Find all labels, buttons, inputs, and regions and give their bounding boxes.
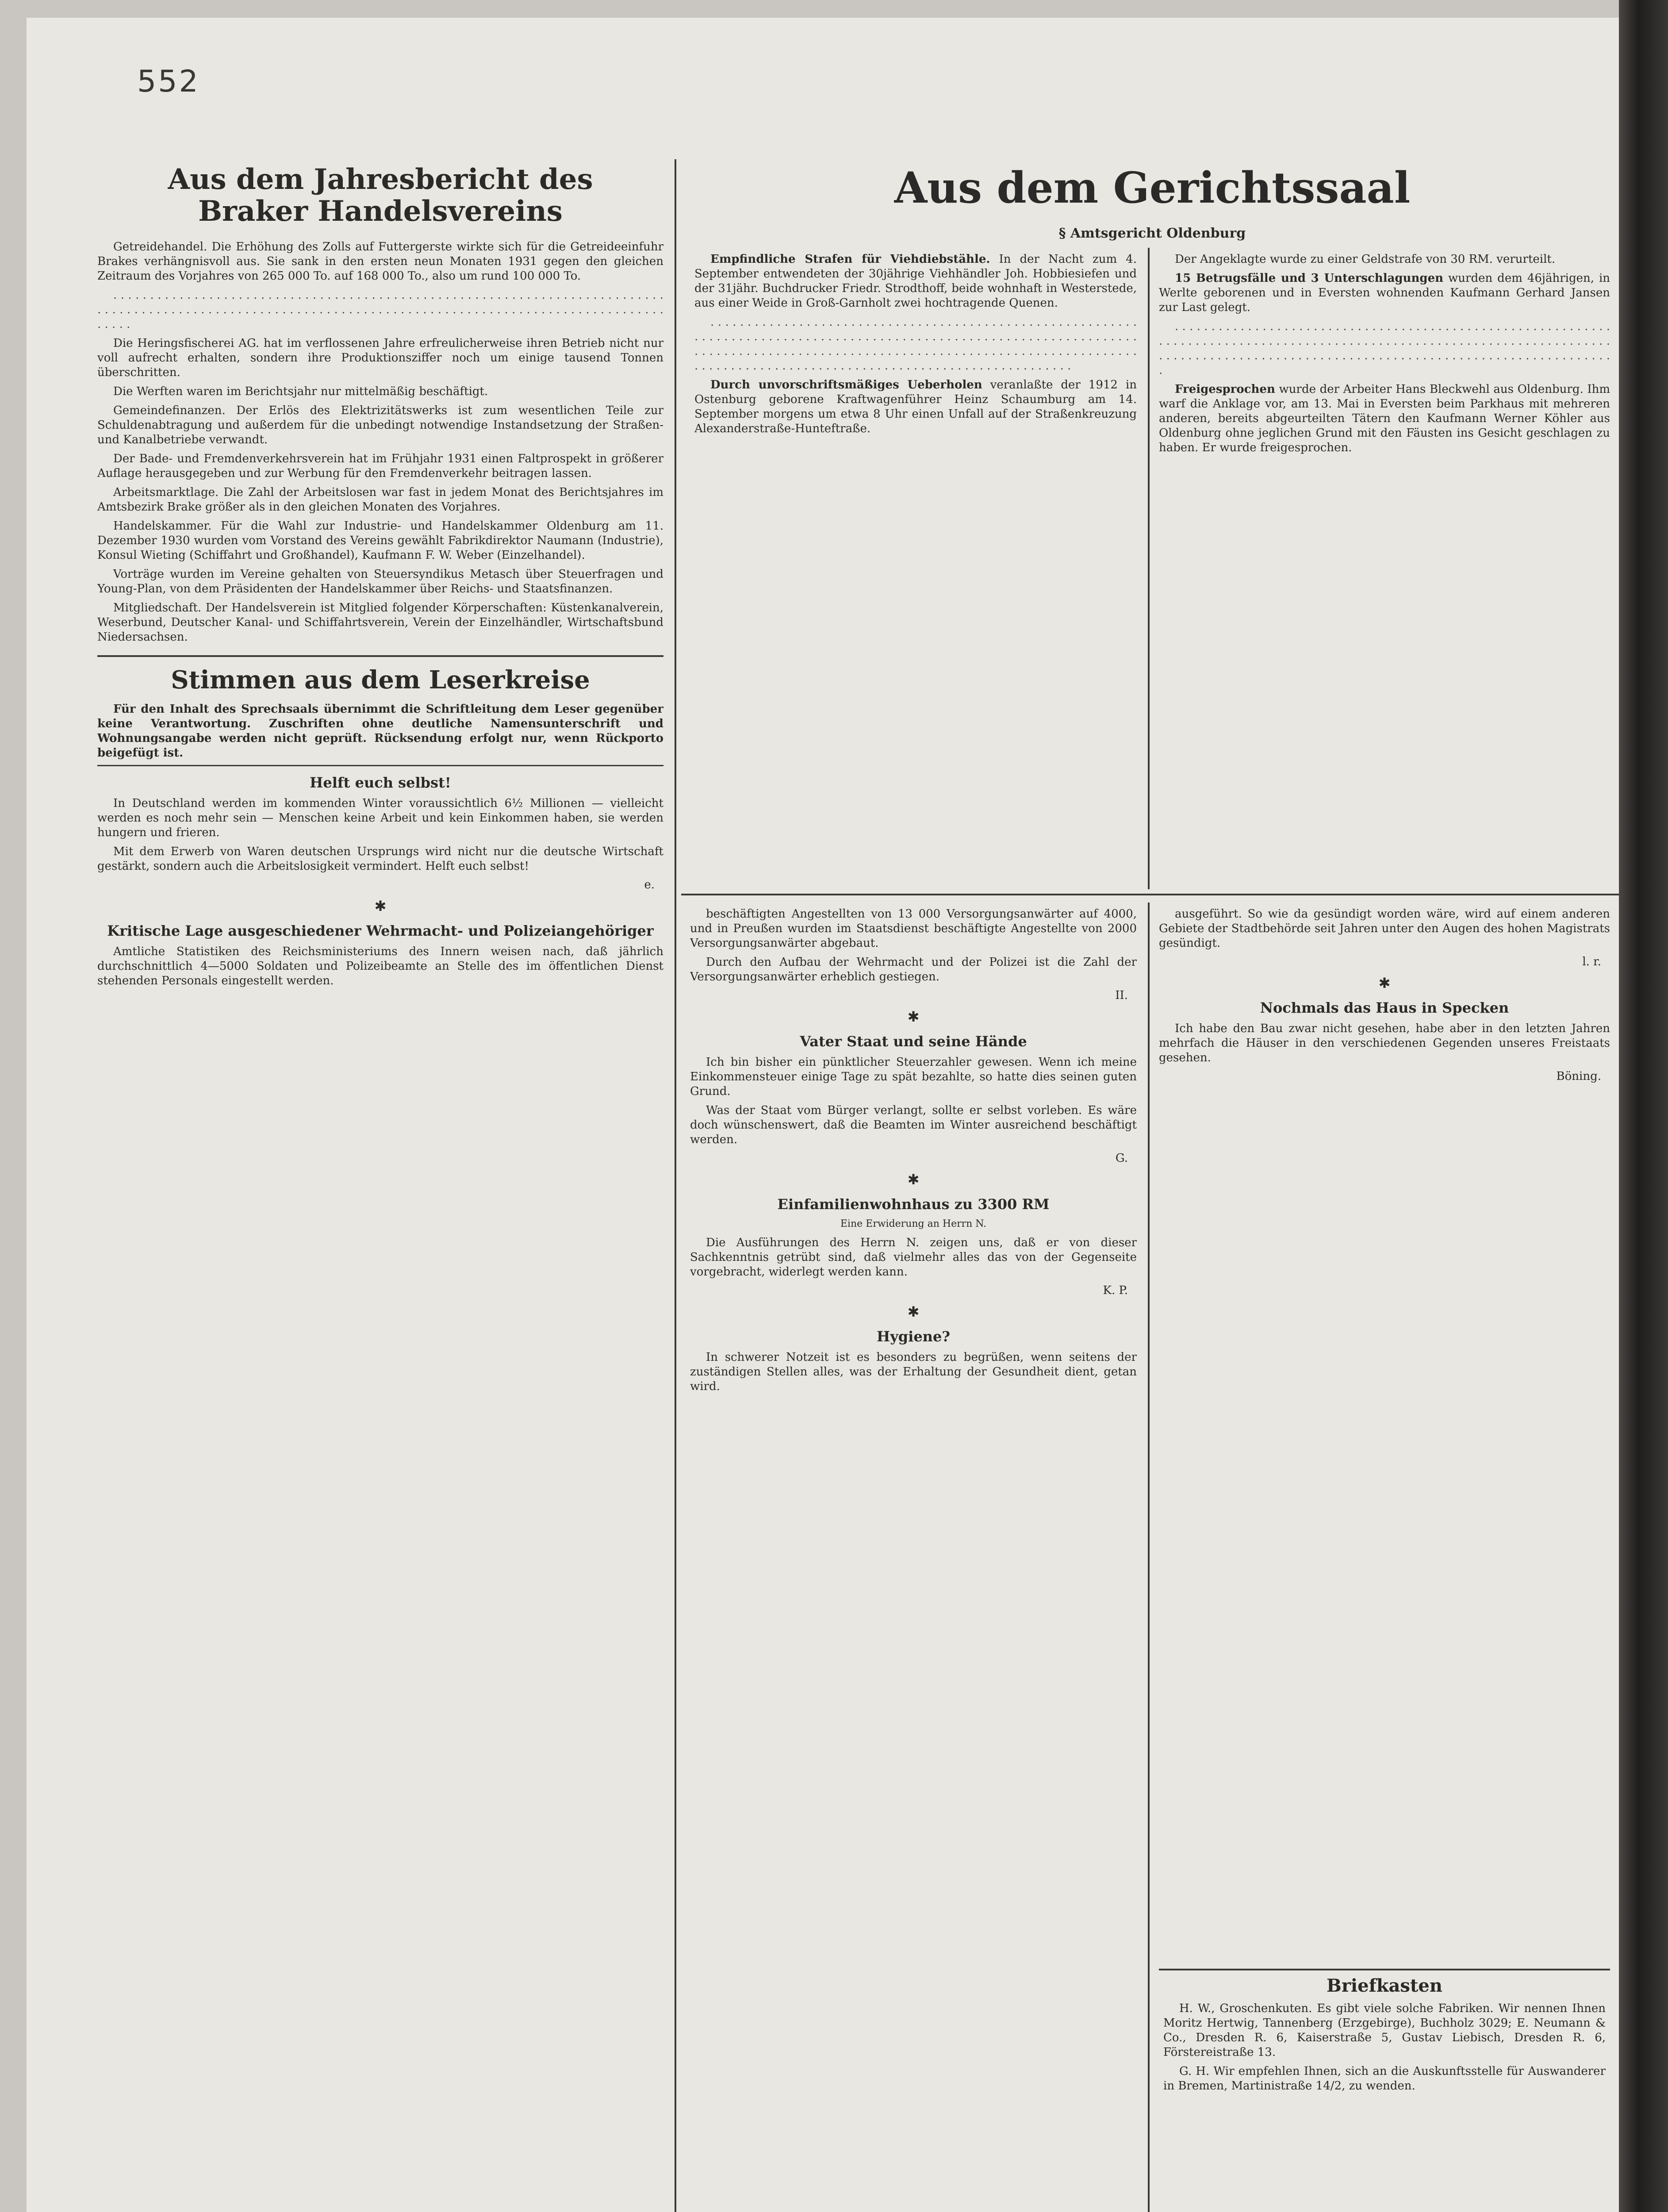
haus-title: Einfamilienwohnhaus zu 3300 RM xyxy=(777,1196,1050,1213)
letter2-body: Amtliche Statistiken des Reichsministeriums des Innern weisen nach, daß jährlich durchschnittlich 4—5000 Soldaten und Polizeibeamte an Stelle des im öffentlichen Dienst stehenden Personals eingestellt werden. xyxy=(97,945,663,987)
briefkasten-box xyxy=(1159,1969,1610,2212)
para-werften: Die Werften waren im Berichtsjahr nur mittelmäßig beschäftigt. xyxy=(113,385,488,398)
court-p4-text: wurden dem 46jährigen, in Werlte geborenen und in Eversten wohnenden Kaufmann Gerhard Jansen zur Last gelegt. xyxy=(1159,272,1610,314)
para-mitglied: Mitgliedschaft. Der Handelsverein ist Mitglied folgender Körperschaften: Küstenkanalverein, Weserbund, Deutscher Kanal- und Schiffahrtsverein, Verein der Einzelhändler, Wirtschaftsbund Niedersachsen. xyxy=(97,601,663,644)
left-divider xyxy=(97,655,663,657)
asterisk-icon: ✱ xyxy=(907,1171,920,1188)
court-p2 xyxy=(694,378,1137,436)
hygiene-body: In schwerer Notzeit ist es besonders zu begrüßen, wenn seitens der zuständigen Stellen alles, was der Erhaltung der Gesundheit dient, getan wird. xyxy=(690,1351,1137,1393)
court-p5-title: Freigesprochen xyxy=(1175,383,1275,396)
asterisk-icon: ✱ xyxy=(907,1303,920,1320)
middle-sign3: K. P. xyxy=(1103,1284,1128,1297)
court-bottom-rule xyxy=(681,894,1619,895)
braker-headline: Aus dem Jahresbericht des Braker Handelsvereins xyxy=(168,164,593,228)
court-name: § Amtsgericht Oldenburg xyxy=(1058,226,1246,241)
court-p2-text: veranlaßte der 1912 in Ostenburg geborene Kraftwagenführer Heinz Schaumburg am 14. September morgens um etwa 8 Uhr einen Unfall auf der Straßenkreuzung Alexanderstraße-Hunteftraße. xyxy=(694,378,1137,435)
column-rule-2 xyxy=(1148,248,1150,889)
court-p3: Der Angeklagte wurde zu einer Geldstrafe von 30 RM. verurteilt. xyxy=(1175,253,1556,266)
court-filler-1: . . . . . . . . . . . . . . . . . . . . . . . . . . . . . . . . . . . . . . . . . . . . . . . . . . . . . . . . . . . . . . . . . . . . . . . . . . . . . . . . . . . . . . . . . . . . . . . . . . . . . . . . . . . . . . . . . . . . . . . . . . . . . . . . . . . . . . . . . . . . . . . . . . . . . . . . . . . . . . . . . . . . . . . . . . . . . . . . . . . . . . . . . . . . . . . . . . . . . . . . . . . . . . . . . . . . . . . . . . . . . . . . . . . . . . xyxy=(694,315,1137,373)
middle-sign2: G. xyxy=(1115,1152,1128,1165)
newspaper-page xyxy=(27,18,1619,2212)
court-p4-title: 15 Betrugsfälle und 3 Unterschlagungen xyxy=(1175,272,1444,285)
asterisk-icon: ✱ xyxy=(374,898,387,914)
page-number: 552 xyxy=(137,64,200,99)
asterisk-icon: ✱ xyxy=(907,1008,920,1025)
staat-body: Ich bin bisher ein pünktlicher Steuerzahler gewesen. Wenn ich meine Einkommensteuer einige Tage zu spät bezahlte, so hatte dies seinen guten Grund. xyxy=(690,1056,1137,1098)
right-column xyxy=(1159,907,1610,1960)
haus-subtitle: Eine Erwiderung an Herrn N. xyxy=(840,1218,987,1229)
briefkasten-content xyxy=(1159,2001,1610,2098)
letter2-title: Kritische Lage ausgeschiedener Wehrmacht- und Polizeiangehöriger xyxy=(107,922,654,939)
para-arbeitsmarkt: Arbeitsmarktlage. Die Zahl der Arbeitslosen war fast in jedem Monat des Berichtsjahres im Amtsbezirk Brake größer als in den gleichen Monaten des Vorjahres. xyxy=(97,486,663,514)
column-rule-3 xyxy=(1148,902,1150,2212)
court-p5-text: wurde der Arbeiter Hans Bleckwehl aus Oldenburg. Ihm warf die Anklage vor, am 13. Mai in Eversten beim Parkhaus mit mehreren anderen, bereits abgeurteilten Tätern den Kaufmann Werner Köhler aus Oldenburg ohne jeglichen Grund mit den Fäusten ins Gesicht geschlagen zu haben. Er wurde freigesprochen. xyxy=(1159,383,1610,454)
middle-p1: beschäftigten Angestellten von 13 000 Versorgungsanwärter auf 4000, und in Preußen wurden im Staatsdienst beschäftigte Angestellte von 2000 Versorgungsanwärter abgebaut. xyxy=(690,907,1137,950)
staat-title: Vater Staat und seine Hände xyxy=(800,1033,1027,1050)
court-p1 xyxy=(694,252,1137,311)
middle-column xyxy=(690,907,1137,2212)
hygiene-title: Hygiene? xyxy=(876,1328,951,1345)
left-filler-1: . . . . . . . . . . . . . . . . . . . . . . . . . . . . . . . . . . . . . . . . . . . . . . . . . . . . . . . . . . . . . . . . . . . . . . . . . . . . . . . . . . . . . . . . . . . . . . . . . . . . . . . . . . . . . . . . . . . . . . . . . . . . . . . . . . . . . . . . . . . . . . . . . . . . . . . . . . . . . xyxy=(97,288,663,331)
court-p2-title: Durch unvorschriftsmäßiges Ueberholen xyxy=(710,378,982,392)
letter1-title: Helft euch selbst! xyxy=(310,774,451,791)
briefkasten-body2: G. H. Wir empfehlen Ihnen, sich an die Auskunftsstelle für Auswanderer in Bremen, Martinistraße 14/2, zu wenden. xyxy=(1163,2065,1606,2093)
court-p1-text: In der Nacht zum 4. September entwendeten der 30jährige Viehhändler Joh. Hobbiesiefen und der 31jähr. Buchdrucker Friedr. Strodthoff, beide wohnhaft in Westerstede, aus einer Weide in Groß-Garnholt zwei hochtragende Quenen. xyxy=(694,253,1137,310)
court-p5 xyxy=(1159,382,1610,455)
letter1-body2: Mit dem Erwerb von Waren deutschen Ursprungs wird nicht nur die deutsche Wirtschaft gestärkt, sondern auch die Arbeitslosigkeit vermindert. Helft euch selbst! xyxy=(97,845,663,873)
letter1-sign: e. xyxy=(644,878,655,891)
right-sign1: l. r. xyxy=(1582,955,1601,968)
staat-body2: Was der Staat vom Bürger verlangt, sollte er selbst vorleben. Es wäre doch wünschenswert, daß die Beamten im Winter ausreichend beschäftigt werden. xyxy=(690,1104,1137,1146)
middle-sign1: II. xyxy=(1115,989,1128,1002)
court-p1-title: Empfindliche Strafen für Viehdiebstähle. xyxy=(710,253,990,266)
briefkasten-title: Briefkasten xyxy=(1327,1975,1442,1996)
para-gemeinde: Gemeindefinanzen. Der Erlös des Elektrizitätswerks ist zum wesentlichen Teile zur Schuldenabtragung und außerdem für die unbedingt notwendige Instandsetzung der Straßen- und Kanalbetriebe verwandt. xyxy=(97,404,663,446)
right-sign2: Böning. xyxy=(1556,1070,1601,1083)
briefkasten-body: H. W., Groschenkuten. Es gibt viele solche Fabriken. Wir nennen Ihnen Moritz Hertwig, Tannenberg (Erzgebirge), Buchholz 3029; E. Neumann & Co., Dresden R. 6, Kaiserstraße 5, Gustav Liebisch, Dresden R. 6, Förstereistraße 13. xyxy=(1163,2002,1606,2059)
asterisk-icon: ✱ xyxy=(1378,975,1391,991)
court-filler-2: . . . . . . . . . . . . . . . . . . . . . . . . . . . . . . . . . . . . . . . . . . . . . . . . . . . . . . . . . . . . . . . . . . . . . . . . . . . . . . . . . . . . . . . . . . . . . . . . . . . . . . . . . . . . . . . . . . . . . . . . . . . . . . . . . . . . . . . . . . . . . . . . . . . . . . . . . . . . . . . . . . . . . . . . . . . . . . . . . . . . . . . . . xyxy=(1159,320,1610,377)
haus-body: Die Ausführungen des Herrn N. zeigen uns, daß er von dieser Sachkenntnis getrübt sind, daß vielmehr alles das von der Gegenseite vorgebracht, widerlegt werden kann. xyxy=(690,1236,1137,1279)
para-hering: Die Heringsfischerei AG. hat im verflossenen Jahre erfreulicherweise ihren Betrieb nicht nur voll aufrecht erhalten, sondern ihre Produktionsziffer noch um einige tausend Tonnen überschritten. xyxy=(97,337,663,379)
nochmals-body: Ich habe den Bau zwar nicht gesehen, habe aber in den letzten Jahren mehrfach die Häuser in den verschiedenen Gegenden unseres Freistaats gesehen. xyxy=(1159,1022,1610,1064)
para-handelskammer: Handelskammer. Für die Wahl zur Industrie- und Handelskammer Oldenburg am 11. Dezember 1930 wurden vom Vorstand des Vereins gewählt Fabrikdirektor Naumann (Industrie), Konsul Wieting (Schiffahrt und Großhandel), Kaufmann F. W. Weber (Einzelhandel). xyxy=(97,519,663,562)
disclaimer-rule xyxy=(97,765,663,766)
binding-gutter xyxy=(1619,0,1668,2212)
right-p1: ausgeführt. So wie da gesündigt worden wäre, wird auf einem anderen Gebiete der Stadtbehörde seit Jahren unter den Augen des hohen Magistrats gesündigt. xyxy=(1159,907,1610,950)
leserkreise-disclaimer: Für den Inhalt des Sprechsaals übernimmt die Schriftleitung dem Leser gegenüber keine Verantwortung. Zuschriften ohne deutliche Namensunterschrift und Wohnungsangabe werden nicht geprüft. Rücksendung erfolgt nur, wenn Rückporto beigefügt ist. xyxy=(97,703,663,760)
para-vortraege: Vorträge wurden im Vereine gehalten von Steuersyndikus Metasch über Steuerfragen und Young-Plan, von dem Präsidenten der Handelskammer über Reichs- und Staatsfinanzen. xyxy=(97,568,663,595)
letter1-body: In Deutschland werden im kommenden Winter voraussichtlich 6½ Millionen — vielleicht werden es noch mehr sein — Menschen keine Arbeit und kein Einkommen haben, sie werden hungern und frieren. xyxy=(97,797,663,839)
left-column xyxy=(97,164,663,2212)
nochmals-title: Nochmals das Haus in Specken xyxy=(1260,999,1509,1016)
middle-p2: Durch den Aufbau der Wehrmacht und der Polizei ist die Zahl der Versorgungsanwärter erheblich gestiegen. xyxy=(690,956,1137,983)
court-column-b xyxy=(1159,252,1610,889)
court-column-a xyxy=(694,252,1137,889)
court-p4 xyxy=(1159,271,1610,315)
para-getreide: Getreidehandel. Die Erhöhung des Zolls auf Futtergerste wirkte sich für die Getreideeinfuhr Brakes verhängnisvoll aus. Sie sank in den ersten neun Monaten 1931 gegen den gleichen Zeitraum des Vorjahres von 265 000 To. auf 168 000 To., also um rund 100 000 To. xyxy=(97,240,663,283)
column-rule-1 xyxy=(675,159,676,2212)
court-headline: Aus dem Gerichtssaal xyxy=(894,163,1411,213)
para-bade: Der Bade- und Fremdenverkehrsverein hat im Frühjahr 1931 einen Faltprospekt in größerer Auflage herausgegeben und zur Werbung für den Fremdenverkehr beitragen lassen. xyxy=(97,452,663,480)
leserkreise-headline: Stimmen aus dem Leserkreise xyxy=(171,665,590,695)
